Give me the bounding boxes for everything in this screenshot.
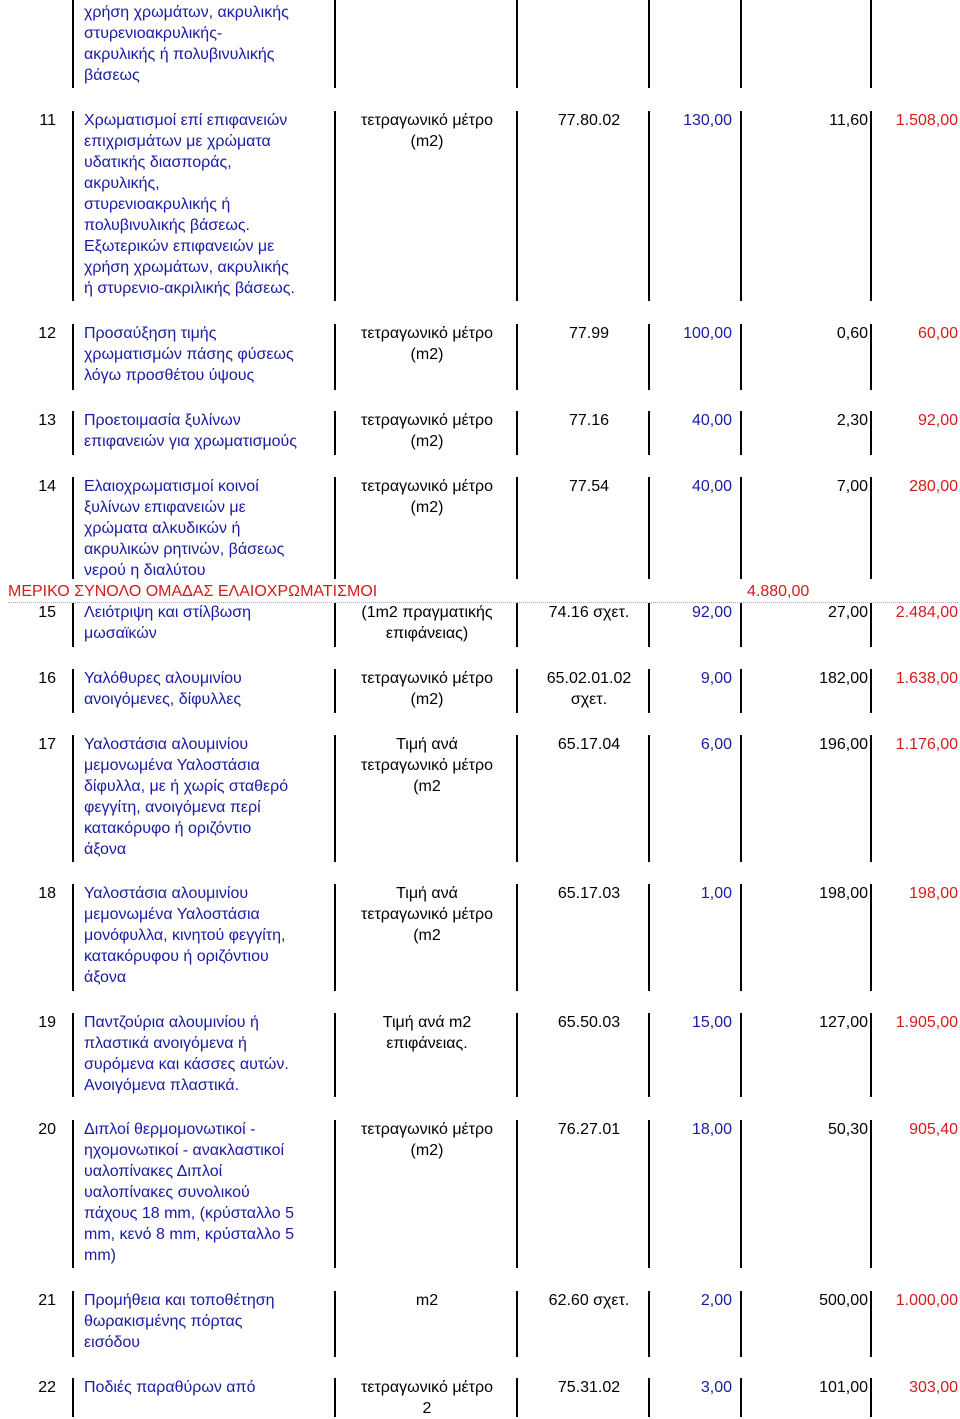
row-price: 500,00: [819, 1292, 868, 1309]
row-total: 2.484,00: [895, 604, 958, 621]
column-divider: [870, 1291, 872, 1357]
row-code: 74.16 σχετ.: [548, 604, 630, 621]
column-divider: [334, 1120, 336, 1268]
column-divider: [740, 1013, 742, 1097]
column-divider: [870, 111, 872, 301]
column-divider: [740, 0, 742, 88]
column-divider: [516, 111, 518, 301]
row-total: 1.638,00: [895, 670, 958, 687]
column-divider: [648, 735, 650, 862]
row-total: 1.000,00: [895, 1292, 958, 1309]
row-total: 1.176,00: [895, 736, 958, 753]
row-price: 2,30: [836, 412, 868, 429]
column-divider: [648, 477, 650, 579]
column-divider: [648, 1120, 650, 1268]
row-code: 65.02.01.02 σχετ.: [546, 670, 632, 708]
row-code: 75.31.02: [557, 1379, 621, 1396]
column-divider: [516, 0, 518, 88]
row-qty: 3,00: [700, 1379, 732, 1396]
row-desc: Προετοιμασία ξυλίνων επιφανειών για χρωματισμούς: [84, 412, 298, 450]
row-desc: Προσαύξηση τιμής χρωματισμών πάσης φύσεως λόγω προσθέτου ύψους: [84, 325, 294, 384]
column-divider: [334, 111, 336, 301]
group-subtotal: [8, 581, 958, 603]
column-divider: [516, 1120, 518, 1268]
row-code: 76.27.01: [557, 1121, 621, 1138]
row-unit: τετραγωνικό μέτρο (m2): [361, 670, 493, 708]
row-desc: Προμήθεια και τοποθέτηση θωρακισμένης πόρτας εισόδου: [84, 1292, 275, 1351]
column-divider: [334, 669, 336, 713]
column-divider: [72, 0, 74, 88]
column-divider: [740, 411, 742, 455]
column-divider: [334, 1378, 336, 1417]
row-code: 65.50.03: [557, 1014, 621, 1031]
column-divider: [334, 884, 336, 991]
row-num: 18: [38, 885, 56, 902]
column-divider: [334, 411, 336, 455]
row-desc: Υαλοστάσια αλουμινίου μεμονωμένα Υαλοστάσια δίφυλλα, με ή χωρίς σταθερό φεγγίτη, ανοιγόμενα περί κατακόρυφο ή οριζόντιο άξονα: [84, 736, 289, 858]
row-num: 21: [38, 1292, 56, 1309]
row-code: 77.80.02: [557, 112, 621, 129]
column-divider: [516, 1013, 518, 1097]
column-divider: [870, 1120, 872, 1268]
row-qty: 40,00: [691, 478, 732, 495]
row-total: 1.508,00: [895, 112, 958, 129]
row-unit: Τιμή ανά τετραγωνικό μέτρο (m2: [361, 885, 493, 944]
row-num: 13: [38, 412, 56, 429]
row-code: 65.17.04: [557, 736, 621, 753]
column-divider: [72, 884, 74, 991]
column-divider: [740, 1120, 742, 1268]
row-price: 11,60: [829, 112, 868, 129]
row-num: 20: [38, 1121, 56, 1138]
row-total: 60,00: [917, 325, 958, 342]
row-num: 17: [38, 736, 56, 753]
column-divider: [740, 324, 742, 390]
column-divider: [72, 324, 74, 390]
column-divider: [870, 669, 872, 713]
row-price: 27,00: [827, 604, 868, 621]
row-unit: Τιμή ανά m2 επιφάνειας.: [382, 1014, 472, 1052]
row-qty: 130,00: [683, 112, 732, 129]
row-unit: τετραγωνικό μέτρο (m2): [361, 478, 493, 516]
row-qty: 92,00: [691, 604, 732, 621]
column-divider: [516, 1291, 518, 1357]
column-divider: [740, 477, 742, 579]
row-total: 198,00: [909, 885, 958, 902]
column-divider: [648, 324, 650, 390]
row-code: 77.16: [568, 412, 610, 429]
row-num: 15: [38, 604, 56, 621]
column-divider: [72, 735, 74, 862]
row-total: 1.905,00: [895, 1014, 958, 1031]
column-divider: [334, 477, 336, 579]
row-qty: 2,00: [700, 1292, 732, 1309]
row-qty: 15,00: [691, 1014, 732, 1031]
column-divider: [648, 0, 650, 88]
column-divider: [740, 1291, 742, 1357]
row-qty: 40,00: [691, 412, 732, 429]
column-divider: [72, 1120, 74, 1268]
row-qty: 1,00: [700, 885, 732, 902]
row-code: 77.54: [568, 478, 610, 495]
row-price: 7,00: [836, 478, 868, 495]
column-divider: [72, 669, 74, 713]
row-unit: (1m2 πραγματικής επιφάνειας): [361, 604, 493, 642]
column-divider: [334, 324, 336, 390]
column-divider: [516, 1378, 518, 1417]
row-unit: τετραγωνικό μέτρο (m2): [361, 325, 493, 363]
row-qty: 6,00: [700, 736, 732, 753]
column-divider: [648, 1291, 650, 1357]
row-unit: τετραγωνικό μέτρο (m2): [361, 412, 493, 450]
subtotal-value: 4.880,00: [744, 581, 812, 602]
column-divider: [516, 735, 518, 862]
row-price: 182,00: [819, 670, 868, 687]
column-divider: [870, 884, 872, 991]
column-divider: [72, 1013, 74, 1097]
row-unit: m2: [415, 1292, 439, 1309]
row-total: 905,40: [909, 1121, 958, 1138]
column-divider: [870, 324, 872, 390]
row-code: 65.17.03: [557, 885, 621, 902]
column-divider: [648, 884, 650, 991]
column-divider: [648, 411, 650, 455]
column-divider: [516, 884, 518, 991]
row-price: 127,00: [819, 1014, 868, 1031]
column-divider: [740, 603, 742, 647]
column-divider: [648, 1013, 650, 1097]
row-desc: Ποδιές παραθύρων από: [84, 1379, 256, 1396]
row-desc: Υαλόθυρες αλουμινίου ανοιγόμενες, δίφυλλες: [84, 670, 242, 708]
row-num: 11: [39, 112, 56, 129]
row-desc: Παντζούρια αλουμινίου ή πλαστικά ανοιγόμενα ή συρόμενα και κάσσες αυτών. Ανοιγόμενα πλαστικά.: [84, 1014, 289, 1094]
column-divider: [72, 1378, 74, 1417]
column-divider: [740, 669, 742, 713]
row-unit: τετραγωνικό μέτρο (m2): [361, 1121, 493, 1159]
row-unit: τετραγωνικό μέτρο (m2): [361, 112, 493, 150]
column-divider: [870, 735, 872, 862]
row-num: 14: [38, 478, 56, 495]
column-divider: [516, 477, 518, 579]
column-divider: [870, 1013, 872, 1097]
row-qty: 100,00: [683, 325, 732, 342]
column-divider: [72, 111, 74, 301]
row-qty: 9,00: [700, 670, 732, 687]
column-divider: [870, 477, 872, 579]
column-divider: [516, 411, 518, 455]
column-divider: [516, 603, 518, 647]
row-price: 198,00: [819, 885, 868, 902]
column-divider: [648, 603, 650, 647]
row-total: 92,00: [917, 412, 958, 429]
subtotal-label: ΜΕΡΙΚΟ ΣΥΝΟΛΟ ΟΜΑΔΑΣ ΕΛΑΙΟΧΡΩΜΑΤΙΣΜΟΙ: [8, 581, 381, 602]
column-divider: [740, 1378, 742, 1417]
column-divider: [334, 0, 336, 88]
column-divider: [870, 411, 872, 455]
row-num: 16: [38, 670, 56, 687]
row-unit: Τιμή ανά τετραγωνικό μέτρο (m2: [361, 736, 493, 795]
row-desc: Ελαιοχρωματισμοί κοινοί ξυλίνων επιφανειών με χρώματα αλκυδικών ή ακρυλικών ρητινών, βάσεως νερού η διαλύτου: [84, 478, 285, 579]
row-desc: Λειότριψη και στίλβωση μωσαϊκών: [84, 604, 252, 642]
column-divider: [740, 735, 742, 862]
column-divider: [516, 669, 518, 713]
row-total: 303,00: [909, 1379, 958, 1396]
row-num: 12: [38, 325, 56, 342]
row-desc: Υαλοστάσια αλουμινίου μεμονωμένα Υαλοστάσια μονόφυλλα, κινητού φεγγίτη, κατακόρυφου ή οριζόντιου άξονα: [84, 885, 286, 986]
row-code: 77.99: [568, 325, 610, 342]
column-divider: [648, 669, 650, 713]
row-price: 101,00: [819, 1379, 868, 1396]
column-divider: [516, 324, 518, 390]
column-divider: [648, 111, 650, 301]
column-divider: [72, 477, 74, 579]
row-total: 280,00: [909, 478, 958, 495]
column-divider: [740, 884, 742, 991]
column-divider: [72, 1291, 74, 1357]
column-divider: [334, 1291, 336, 1357]
column-divider: [334, 735, 336, 862]
row-price: 196,00: [819, 736, 868, 753]
column-divider: [72, 411, 74, 455]
row-num: 22: [38, 1379, 56, 1396]
column-divider: [870, 0, 872, 88]
row-price: 50,30: [827, 1121, 868, 1138]
column-divider: [72, 603, 74, 647]
row-code: 62.60 σχετ.: [548, 1292, 630, 1309]
row-unit: τετραγωνικό μέτρο 2: [361, 1379, 493, 1417]
row-price: 0,60: [836, 325, 868, 342]
column-divider: [648, 1378, 650, 1417]
column-divider: [870, 1378, 872, 1417]
previous-row-description-fragment: χρήση χρωμάτων, ακρυλικής στυρενιοακρυλικής- ακρυλικής ή πολυβινυλικής βάσεως: [84, 4, 289, 84]
row-desc: Διπλοί θερμομονωτικοί - ηχομονωτικοί - ανακλαστικοί υαλοπίνακες Διπλοί υαλοπίνακες συνολικού πάχους 18 mm, (κρύσταλλο 5 mm, κενό 8 mm, κρύσταλλο 5 mm): [84, 1121, 295, 1264]
column-divider: [334, 603, 336, 647]
row-qty: 18,00: [691, 1121, 732, 1138]
column-divider: [870, 603, 872, 647]
column-divider: [740, 111, 742, 301]
row-desc: Χρωματισμοί επί επιφανειών επιχρισμάτων με χρώματα υδατικής διασποράς, ακρυλικής, στυρενιοακρυλικής ή πολυβινυλικής βάσεως. Εξωτερικών επιφανειών με χρήση χρωμάτων, ακρυλικής ή στυρενιο-ακριλικής βάσεως.: [84, 112, 295, 297]
column-divider: [334, 1013, 336, 1097]
row-num: 19: [38, 1014, 56, 1031]
